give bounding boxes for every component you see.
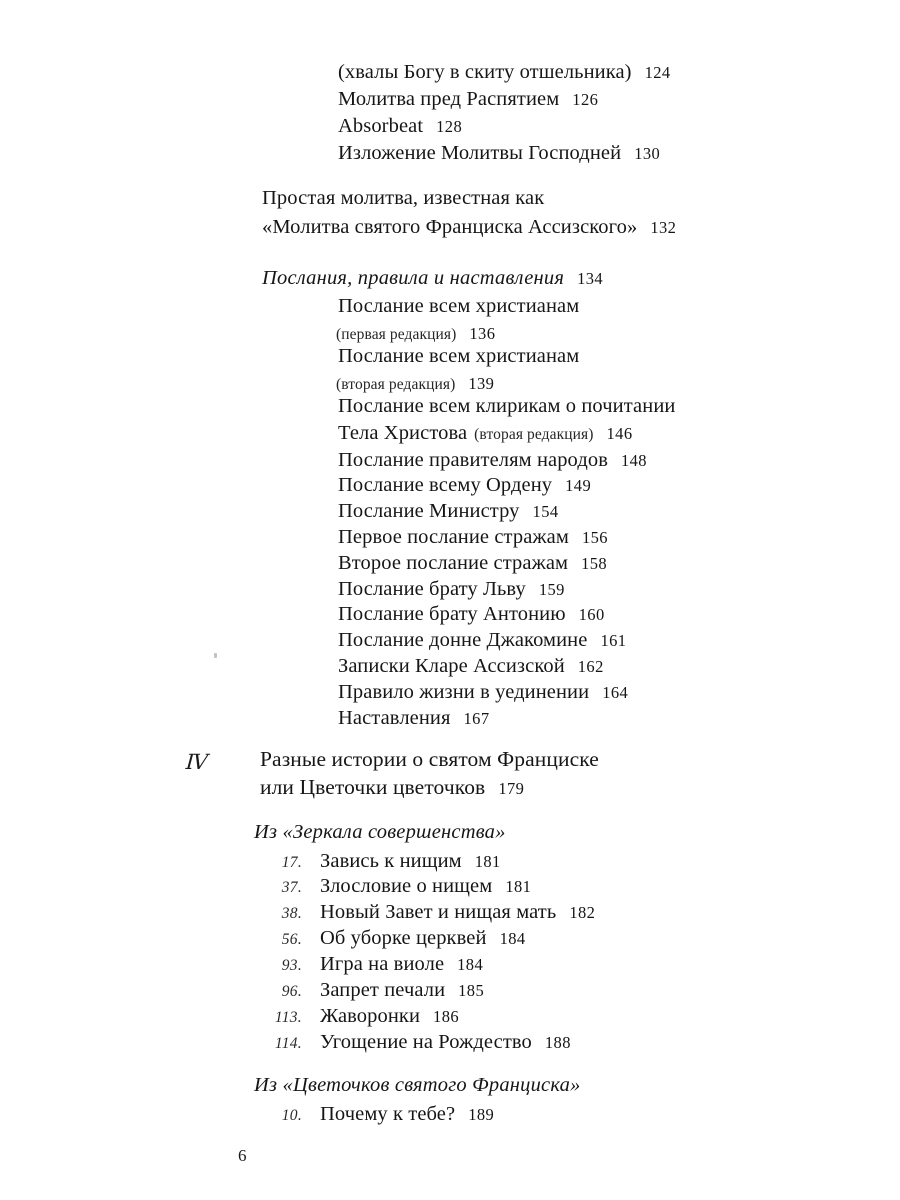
list-item[interactable] xyxy=(240,874,531,900)
item-page: 186 xyxy=(433,1007,459,1026)
toc-entry-title: Послание всему Ордену xyxy=(338,474,553,496)
toc-entry-simple-prayer-line1[interactable] xyxy=(262,186,544,211)
toc-entry-title: (хвалы Богу в скиту отшельника) xyxy=(338,61,632,83)
item-index: 56. xyxy=(281,931,302,948)
toc-entry-page: 136 xyxy=(469,324,496,343)
toc-entry[interactable] xyxy=(338,394,675,419)
chapter-title-text: или Цветочки цветочков xyxy=(260,775,486,799)
list-item[interactable] xyxy=(240,978,484,1004)
toc-entry-page: 154 xyxy=(532,502,559,521)
toc-entry[interactable] xyxy=(338,448,647,473)
item-title: Игра на виоле xyxy=(320,953,445,975)
item-title: Об уборке церквей xyxy=(320,927,487,949)
toc-entry-title: Absorbeat xyxy=(338,115,424,137)
item-title: Почему к тебе? xyxy=(320,1103,456,1125)
section-heading-label: Послания, правила и наставления xyxy=(262,267,565,289)
toc-entry-page: 149 xyxy=(565,476,592,495)
toc-entry[interactable] xyxy=(338,473,591,498)
item-index: 10. xyxy=(281,1107,302,1124)
list-item[interactable] xyxy=(240,926,526,952)
chapter-title-line1[interactable] xyxy=(260,747,599,772)
toc-entry[interactable] xyxy=(338,499,559,524)
page-folio: 6 xyxy=(238,1146,247,1165)
chapter-numeral: IV xyxy=(185,750,208,774)
toc-entry-page: 160 xyxy=(578,605,605,624)
toc-entry-title: Послание всем христианам xyxy=(338,295,580,317)
toc-entry-page: 156 xyxy=(581,528,608,547)
toc-entry[interactable] xyxy=(338,141,660,166)
toc-entry[interactable] xyxy=(338,680,628,705)
item-title: Завись к нищим xyxy=(320,850,462,872)
section-heading-letters[interactable] xyxy=(262,266,603,291)
toc-entry-page: 159 xyxy=(538,580,565,599)
item-page: 185 xyxy=(458,981,485,1000)
toc-entry-page: 139 xyxy=(468,374,495,393)
item-page: 181 xyxy=(505,877,532,896)
toc-entry[interactable] xyxy=(338,344,579,369)
item-index: 38. xyxy=(281,905,302,922)
toc-entry-page: 124 xyxy=(644,63,671,82)
toc-entry-title: Простая молитва, известная как xyxy=(262,187,545,209)
toc-entry-title: Послание всем христианам xyxy=(338,345,580,367)
chapter-title-text: Разные истории о святом Франциске xyxy=(260,747,599,771)
item-title: Угощение на Рождество xyxy=(320,1031,532,1053)
scan-speck xyxy=(214,653,217,658)
list-item[interactable] xyxy=(240,1030,571,1056)
item-page: 182 xyxy=(569,903,596,922)
toc-entry-page: 167 xyxy=(463,709,490,728)
toc-entry[interactable] xyxy=(338,577,565,602)
toc-entry-title: Послание всем клирикам о почитании xyxy=(338,395,676,417)
item-title: Запрет печали xyxy=(320,979,446,1001)
toc-entry-title: Послание брату Антонию xyxy=(338,603,566,625)
toc-entry[interactable] xyxy=(338,87,598,112)
toc-entry-title: Послание правителям народов xyxy=(338,449,608,471)
toc-entry-page: 162 xyxy=(577,657,604,676)
list-item[interactable] xyxy=(240,1102,494,1128)
toc-entry[interactable] xyxy=(338,551,607,576)
toc-entry-page: 161 xyxy=(600,631,627,650)
toc-entry[interactable] xyxy=(338,602,605,627)
toc-entry-simple-prayer-line2[interactable] xyxy=(262,215,676,240)
section-heading-label: Из «Зеркала совершенства» xyxy=(254,821,506,843)
section-heading-label: Из «Цветочков святого Франциска» xyxy=(254,1074,581,1096)
toc-entry[interactable] xyxy=(338,114,462,139)
toc-entry-note-label: (вторая редакция) xyxy=(336,376,456,393)
item-page: 184 xyxy=(499,929,526,948)
toc-entry-title: Тела Христова xyxy=(338,422,468,444)
item-page: 184 xyxy=(457,955,484,974)
section-heading-page: 134 xyxy=(577,269,604,288)
item-index: 37. xyxy=(281,879,302,896)
item-index: 113. xyxy=(274,1009,302,1026)
toc-entry[interactable] xyxy=(338,525,608,550)
toc-entry-page: 146 xyxy=(606,424,633,443)
item-page: 181 xyxy=(474,852,501,871)
list-item[interactable] xyxy=(240,1004,459,1030)
toc-entry-note-label: (первая редакция) xyxy=(336,326,457,343)
item-title: Новый Завет и нищая мать xyxy=(320,901,557,923)
list-item[interactable] xyxy=(240,849,501,875)
item-page: 189 xyxy=(468,1105,495,1124)
toc-entry-page: 158 xyxy=(581,554,608,573)
toc-entry-title: Второе послание стражам xyxy=(338,552,569,574)
toc-entry-title: Молитва пред Распятием xyxy=(338,88,560,110)
chapter-title-line2[interactable] xyxy=(260,775,524,801)
item-index: 93. xyxy=(281,957,302,974)
toc-entry-title: Послание брату Льву xyxy=(338,578,526,600)
toc-entry-title: Изложение Молитвы Господней xyxy=(338,142,622,164)
item-page: 188 xyxy=(544,1033,571,1052)
toc-entry-page: 148 xyxy=(620,451,647,470)
toc-entry-title: Послание Министру xyxy=(338,500,520,522)
toc-entry-page: 126 xyxy=(572,90,599,109)
list-item[interactable] xyxy=(240,952,483,978)
item-index: 114. xyxy=(274,1035,302,1052)
chapter-page: 179 xyxy=(498,779,525,798)
toc-entry-title: Наставления xyxy=(338,707,451,729)
section-heading-fioretti[interactable] xyxy=(254,1073,581,1098)
item-index: 96. xyxy=(281,983,302,1000)
toc-entry-page: 132 xyxy=(650,218,677,237)
toc-entry-page: 164 xyxy=(602,683,629,702)
toc-entry-title: Правило жизни в уединении xyxy=(338,681,590,703)
toc-entry[interactable] xyxy=(338,421,632,447)
toc-entry-title: «Молитва святого Франциска Ассизского» xyxy=(262,216,638,238)
section-heading-mirror[interactable] xyxy=(254,820,506,845)
list-item[interactable] xyxy=(240,900,595,926)
toc-entry-title: Первое послание стражам xyxy=(338,526,569,548)
toc-entry-title: Послание донне Джакомине xyxy=(338,629,588,651)
item-index: 17. xyxy=(281,854,302,871)
toc-entry-note-label: (вторая редакция) xyxy=(474,426,594,443)
item-title: Злословие о нищем xyxy=(320,875,493,897)
toc-entry[interactable] xyxy=(338,654,604,679)
item-title: Жаворонки xyxy=(320,1005,421,1027)
toc-entry-page: 130 xyxy=(634,144,661,163)
toc-entry-page: 128 xyxy=(436,117,463,136)
toc-entry-title: Записки Кларе Ассизской xyxy=(338,655,565,677)
toc-entry[interactable] xyxy=(338,60,671,85)
toc-entry[interactable] xyxy=(338,628,626,653)
toc-entry[interactable] xyxy=(338,294,579,319)
toc-entry[interactable] xyxy=(338,706,489,731)
